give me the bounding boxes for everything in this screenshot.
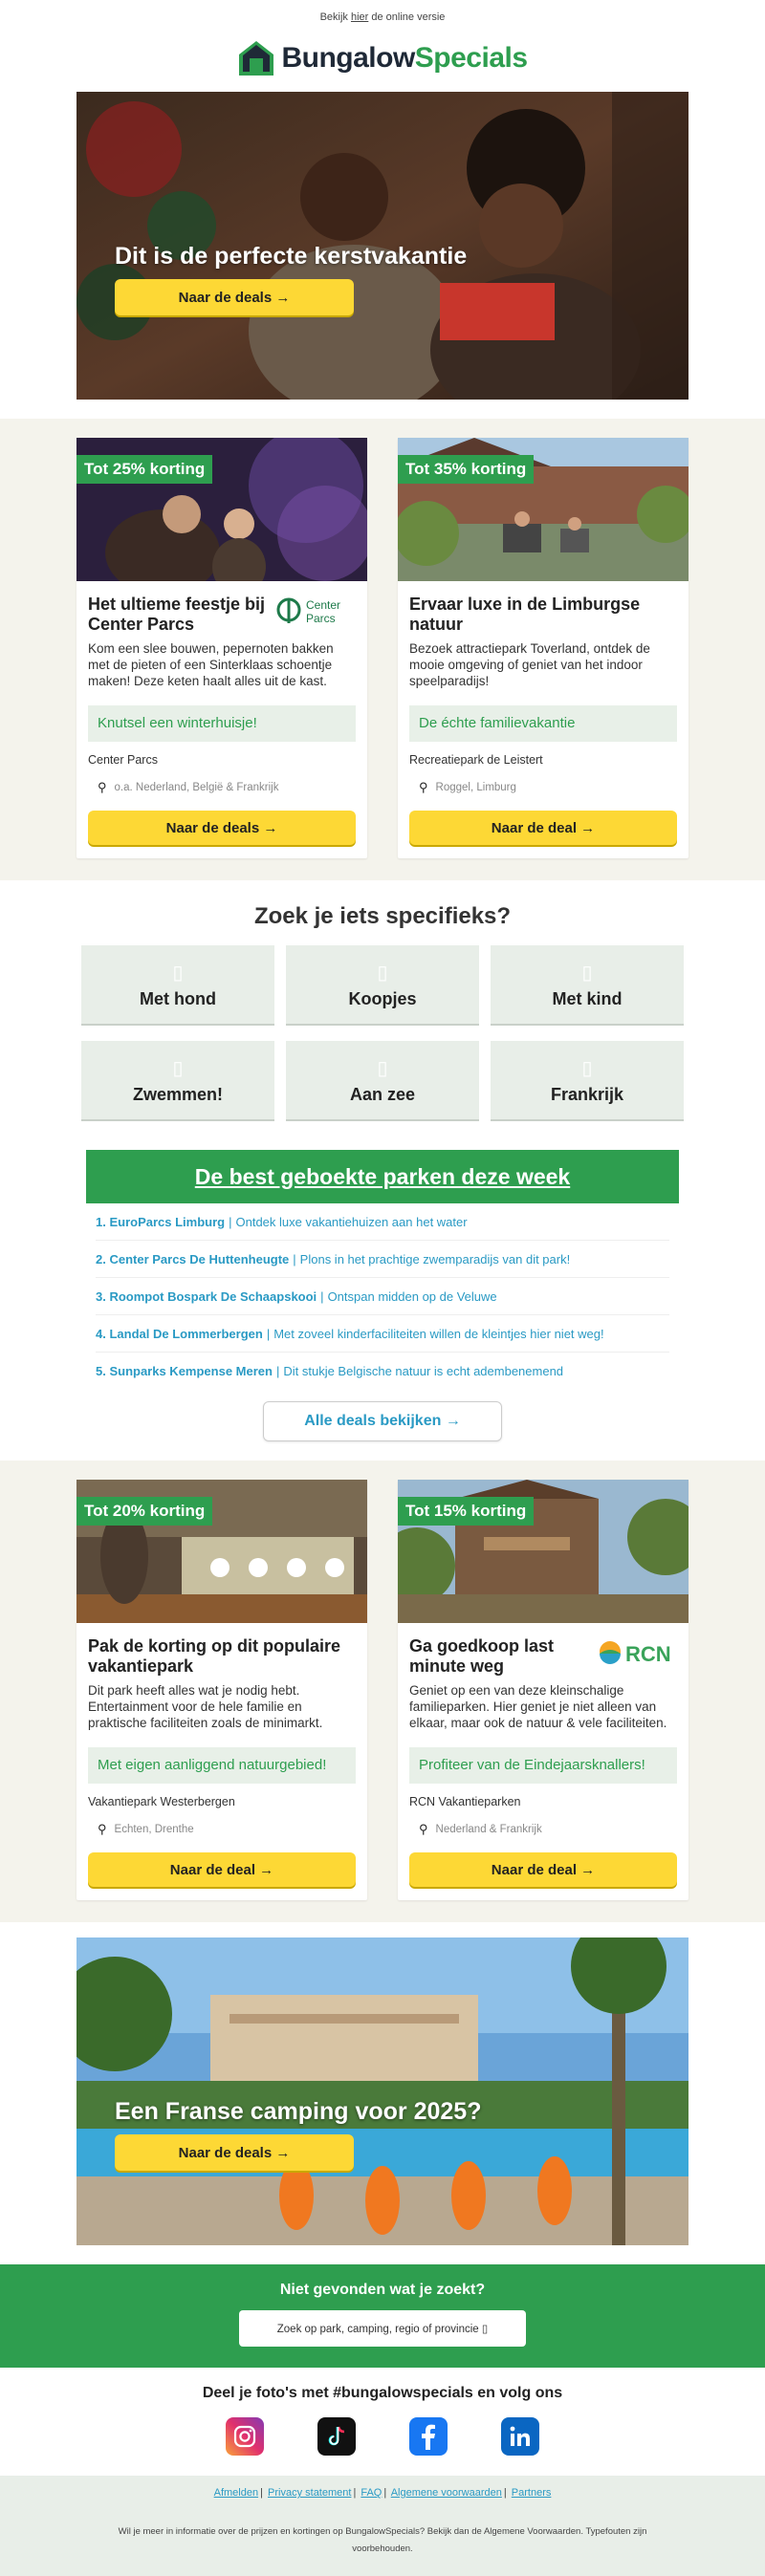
deal-card[interactable] — [398, 1480, 688, 1900]
location-pin-icon: ⚲ — [98, 780, 107, 794]
facebook-icon[interactable] — [409, 2417, 448, 2456]
category-tile-met-hond[interactable] — [81, 945, 274, 1026]
best-booked-title[interactable]: De best geboekte parken deze week — [86, 1150, 679, 1203]
discount-badge: Tot 35% korting — [398, 455, 534, 484]
deal-highlight: Profiteer van de Eindejaarsknallers! — [409, 1747, 677, 1784]
deal-description: Dit park heeft alles wat je nodig hebt. Entertainment voor de hele familie en praktische faciliteiten zoals de minimarkt. — [88, 1683, 323, 1730]
park-name: 2. Center Parcs De Huttenheugte — [96, 1251, 290, 1266]
discount-badge: Tot 25% korting — [76, 455, 212, 484]
instagram-icon[interactable] — [226, 2417, 264, 2456]
center-parcs-logo — [275, 595, 356, 629]
footer-links: Afmelden | Privacy statement | FAQ | Algemene voorwaarden | Partners — [213, 2487, 552, 2499]
category-label: Zwemmen! — [132, 1084, 224, 1104]
brand-logo[interactable] — [0, 25, 765, 92]
tiktok-icon[interactable] — [317, 2417, 356, 2456]
deal-image — [398, 438, 688, 581]
deal-provider: RCN Vakantieparken — [409, 1795, 521, 1808]
best-booked-item[interactable]: 5. Sunparks Kempense Meren | Dit stukje Belgische natuur is echt adembenemend — [96, 1364, 564, 1378]
deal-button[interactable]: Naar de deal → — [409, 1852, 677, 1887]
deal-title: Pak de korting op dit populaire vakantiepark — [88, 1636, 341, 1676]
linkedin-icon[interactable] — [501, 2417, 539, 2456]
preheader-text-after: de online versie — [368, 11, 446, 23]
deal-location — [409, 1822, 677, 1837]
deals-section-bottom — [0, 1461, 765, 1922]
deal-description: Geniet op een van deze kleinschalige familieparken. Hier geniet je niet alleen van elkaar, maar ook de natuur & vele faciliteiten. — [409, 1683, 667, 1730]
logo-line1: Center — [306, 598, 341, 612]
hero2-deals-button[interactable]: Naar de deals → — [115, 2134, 354, 2171]
deal-location — [88, 1822, 356, 1837]
park-tagline: Ontdek luxe vakantiehuizen aan het water — [235, 1214, 468, 1229]
category-label: Met kind — [552, 988, 623, 1008]
all-deals-button[interactable]: Alle deals bekijken → — [263, 1401, 502, 1441]
deal-title: Het ultieme feestje bij Center Parcs — [88, 595, 266, 634]
deal-button[interactable]: Naar de deal → — [88, 1852, 356, 1887]
deal-image — [398, 1480, 688, 1623]
category-tile-frankrijk[interactable] — [491, 1041, 684, 1121]
category-label: Koopjes — [348, 988, 417, 1008]
search-section-title: Zoek je iets specifieks? — [253, 903, 512, 929]
deal-location-text: Roggel, Limburg — [435, 782, 516, 793]
category-tile-aan-zee[interactable] — [286, 1041, 479, 1121]
deal-provider: Vakantiepark Westerbergen — [88, 1795, 235, 1808]
best-booked-item[interactable]: 4. Landal De Lommerbergen | Met zoveel kinderfaciliteiten willen de kleintjes hier niet weg! — [96, 1315, 669, 1353]
logo-text: RCN — [625, 1642, 671, 1666]
deal-highlight: De échte familievakantie — [409, 705, 677, 742]
deal-location-text: Echten, Drenthe — [114, 1824, 194, 1835]
unsubscribe-link[interactable]: Afmelden — [213, 2487, 259, 2499]
category-tile-met-kind[interactable] — [491, 945, 684, 1026]
category-grid — [81, 945, 684, 1121]
hero-title: Dit is de perfecte kerstvakantie — [115, 243, 468, 270]
deal-highlight: Met eigen aanliggend natuurgebied! — [88, 1747, 356, 1784]
preheader — [0, 0, 765, 25]
not-found-title: Niet gevonden wat je zoekt? — [279, 2282, 486, 2298]
category-tile-koopjes[interactable] — [286, 945, 479, 1026]
brand-name-part1: Bungalow — [281, 42, 415, 74]
footer — [0, 2476, 765, 2576]
not-found-section — [0, 2264, 765, 2368]
location-pin-icon: ⚲ — [98, 1822, 107, 1836]
deal-description: Bezoek attractiepark Toverland, ontdek de mooie omgeving of geniet van het indoor speelparadijs! — [409, 641, 650, 688]
category-icon: ▯ — [172, 962, 184, 984]
share-title: Deel je foto's met #bungalowspecials en volg ons — [202, 2385, 563, 2401]
park-name: 1. EuroParcs Limburg — [96, 1214, 226, 1229]
category-icon: ▯ — [377, 1057, 388, 1079]
partners-link[interactable]: Partners — [511, 2487, 552, 2499]
best-booked-item[interactable]: 1. EuroParcs Limburg | Ontdek luxe vakantiehuizen aan het water — [96, 1203, 669, 1241]
category-icon: ▯ — [581, 1057, 593, 1079]
location-pin-icon: ⚲ — [419, 780, 428, 794]
deal-provider: Center Parcs — [88, 753, 158, 767]
park-tagline: Dit stukje Belgische natuur is echt adembenemend — [283, 1364, 564, 1378]
park-search-input[interactable]: Zoek op park, camping, regio of provincie ▯ — [239, 2310, 526, 2347]
house-logo-icon — [237, 39, 275, 77]
deal-description: Kom een slee bouwen, pepernoten bakken met de pieten of een Sinterklaas schoentje maken! Deze keten haalt alles uit de kast. — [88, 641, 334, 688]
deal-location — [88, 780, 356, 795]
online-version-link[interactable]: hier — [350, 11, 369, 23]
deal-button[interactable]: Naar de deal → — [409, 811, 677, 845]
best-booked-section — [86, 1150, 679, 1441]
category-icon: ▯ — [172, 1057, 184, 1079]
category-label: Met hond — [140, 988, 216, 1008]
rcn-logo — [597, 1636, 677, 1671]
best-booked-item[interactable]: 2. Center Parcs De Huttenheugte | Plons in het prachtige zwemparadijs van dit park! — [96, 1241, 669, 1278]
terms-link[interactable]: Algemene voorwaarden — [390, 2487, 502, 2499]
deal-image — [76, 438, 367, 581]
deal-provider: Recreatiepark de Leistert — [409, 753, 543, 767]
best-booked-item[interactable]: 3. Roompot Bospark De Schaapskooi | Ontspan midden op de Veluwe — [96, 1278, 669, 1315]
category-icon: ▯ — [377, 962, 388, 984]
deal-title: Ga goedkoop last minute weg — [409, 1636, 555, 1676]
brand-name-part2: Specials — [414, 42, 528, 74]
discount-badge: Tot 15% korting — [398, 1497, 534, 1526]
social-icons — [0, 2417, 765, 2459]
category-icon: ▯ — [581, 962, 593, 984]
privacy-link[interactable]: Privacy statement — [268, 2487, 352, 2499]
faq-link[interactable]: FAQ — [361, 2487, 382, 2499]
deal-highlight: Knutsel een winterhuisje! — [88, 705, 356, 742]
brand-name — [281, 42, 527, 75]
deal-title: Ervaar luxe in de Limburgse natuur — [409, 595, 641, 634]
discount-badge: Tot 20% korting — [76, 1497, 212, 1526]
category-label: Aan zee — [349, 1084, 416, 1104]
park-name: 4. Landal De Lommerbergen — [96, 1326, 263, 1341]
hero2-title: Een Franse camping voor 2025? — [115, 2098, 482, 2125]
category-label: Frankrijk — [550, 1084, 624, 1104]
preheader-text-before: Bekijk — [319, 11, 351, 23]
category-tile-zwemmen[interactable] — [81, 1041, 274, 1121]
hero-deals-button[interactable]: Naar de deals → — [115, 279, 354, 315]
deal-card[interactable] — [398, 438, 688, 858]
hero-banner-christmas[interactable] — [76, 92, 688, 400]
logo-line2: Parcs — [306, 612, 336, 625]
deal-button[interactable]: Naar de deals → — [88, 811, 356, 845]
deal-location — [409, 780, 677, 795]
footer-note: Wil je meer in informatie over de prijzen en kortingen op BungalowSpecials? Bekijk dan de Algemene Voorwaarden. Typefouten zijn voorbehouden. — [118, 2526, 647, 2554]
park-tagline: Ontspan midden op de Veluwe — [327, 1288, 497, 1304]
deal-location-text: o.a. Nederland, België & Frankrijk — [114, 782, 279, 793]
deal-location-text: Nederland & Frankrijk — [435, 1824, 542, 1835]
deal-card[interactable] — [76, 438, 367, 858]
deals-section-top — [0, 419, 765, 880]
park-name: 5. Sunparks Kempense Meren — [96, 1364, 273, 1378]
deal-card[interactable] — [76, 1480, 367, 1900]
park-tagline: Met zoveel kinderfaciliteiten willen de kleintjes hier niet weg! — [273, 1326, 604, 1341]
location-pin-icon: ⚲ — [419, 1822, 428, 1836]
deal-image — [76, 1480, 367, 1623]
pool-camping-image — [76, 1937, 688, 2245]
park-tagline: Plons in het prachtige zwemparadijs van dit park! — [299, 1251, 571, 1266]
hero-banner-french-camping[interactable] — [76, 1937, 688, 2245]
park-name: 3. Roompot Bospark De Schaapskooi — [96, 1288, 317, 1304]
